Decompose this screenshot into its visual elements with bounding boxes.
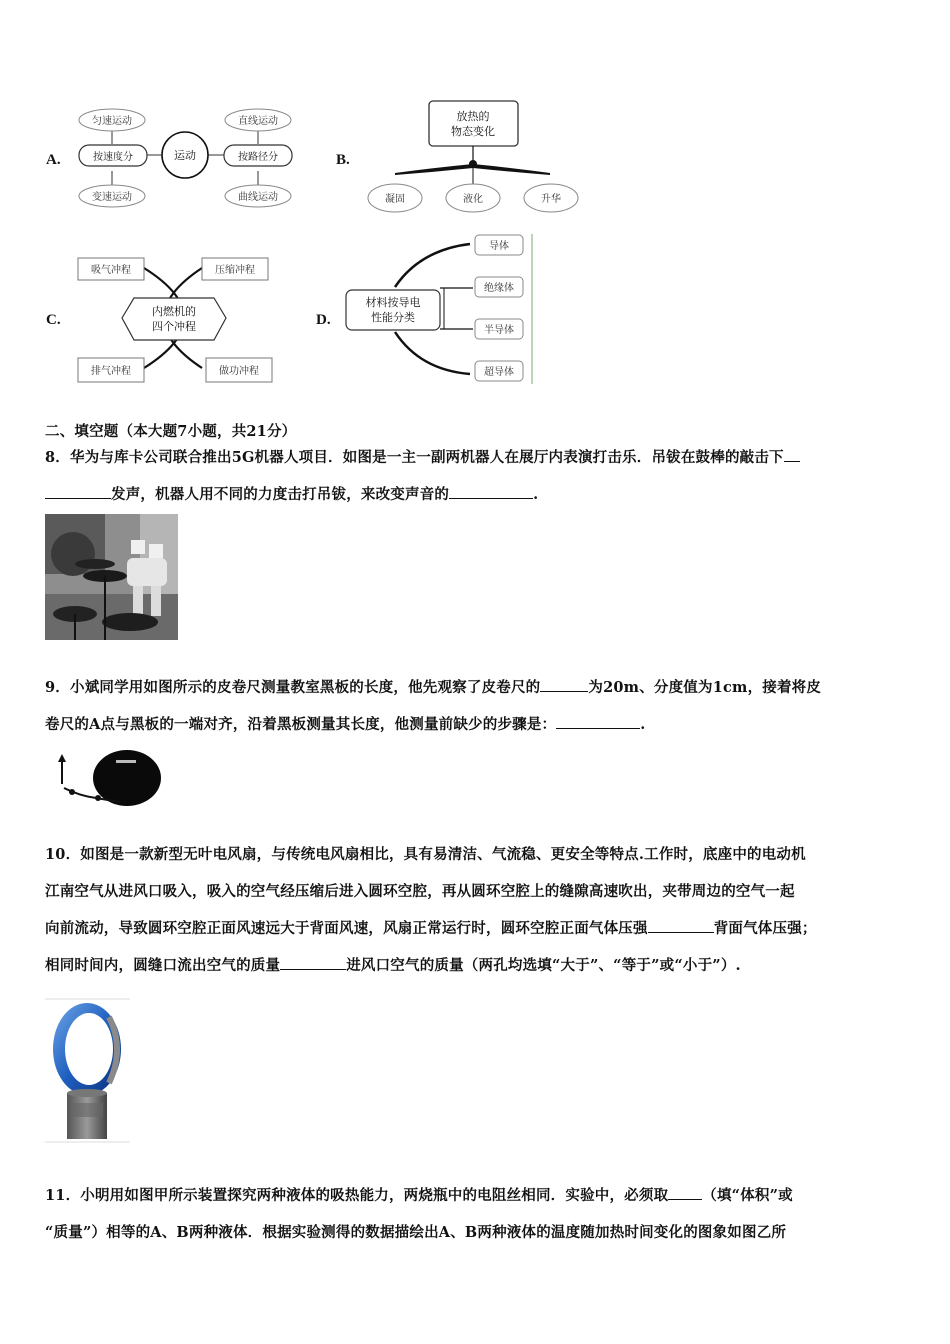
q8-blank-2[interactable]: [449, 484, 533, 499]
option-a-diagram: [72, 100, 302, 220]
q11-line-2: “质量”）相等的A、B两种液体．根据实验测得的数据描绘出A、B两种液体的温度随加热时间变化的图象如图乙所: [45, 1224, 787, 1241]
q9-text-2a: 卷尺的A点与黑板的一端对齐，沿着黑板测量其长度，他测量前缺少的步骤是：: [45, 716, 557, 733]
q9-text-1b: 为20m、分度值为1cm，接着将皮: [588, 679, 822, 696]
q8-text-2b: .: [533, 486, 539, 503]
option-c-diagram: [72, 248, 282, 388]
q10-blank-2[interactable]: [280, 955, 346, 970]
q10-text-4a: 相同时间内，圆缝口流出空气的质量: [45, 957, 281, 974]
q10-line-3: [45, 917, 817, 938]
text-a-left-bottom: 变速运动: [92, 192, 132, 203]
robot-drum-photo: [45, 514, 178, 640]
text-a-right-bottom: 曲线运动: [238, 192, 278, 203]
q8-line-2: [45, 483, 538, 504]
option-d-label: D.: [316, 312, 331, 328]
text-b-leaf-2: 液化: [463, 194, 483, 205]
option-a-label: A.: [46, 152, 61, 168]
q8-blank-1a[interactable]: [784, 447, 800, 462]
q9-line-1: [45, 676, 821, 697]
q8-text-1: 8．华为与库卡公司联合推出5G机器人项目．如图是一主一副两机器人在展厅内表演打击乐．吊钹在鼓棒的敲击下: [45, 449, 784, 466]
option-d-diagram: [340, 232, 540, 387]
option-b-diagram: [362, 96, 582, 218]
q8-line-1: [45, 446, 800, 467]
text-a-right-mid: 按路径分: [238, 152, 278, 163]
text-a-center: 运动: [174, 149, 196, 162]
text-d-leaf-4: 超导体: [484, 367, 514, 378]
text-b-leaf-1: 凝固: [385, 194, 405, 205]
tape-measure-image: [50, 748, 165, 810]
q8-text-2a: 发声，机器人用不同的力度击打吊钹，来改变声音的: [111, 486, 450, 503]
option-b-label: B.: [336, 152, 350, 168]
text-a-left-mid: 按速度分: [93, 152, 133, 163]
q11-blank-1[interactable]: [668, 1185, 702, 1200]
bladeless-fan-image: [45, 997, 130, 1145]
text-b-top-2: 物态变化: [451, 125, 495, 138]
option-c-label: C.: [46, 312, 61, 328]
q10-line-1: 10．如图是一款新型无叶电风扇，与传统电风扇相比，具有易清洁、气流稳、更安全等特点.工作时，底座中的电动机: [45, 846, 806, 863]
q9-blank-1[interactable]: [540, 677, 588, 692]
section-title: 二、填空题（本大题7小题，共21分）: [45, 423, 297, 440]
q10-text-3a: 向前流动，导致圆环空腔正面风速远大于背面风速，风扇正常运行时，圆环空腔正面气体压强: [45, 920, 648, 937]
text-c-bottom-right: 做功冲程: [219, 366, 259, 377]
text-c-bottom-left: 排气冲程: [91, 366, 131, 377]
q9-blank-2[interactable]: [556, 714, 640, 729]
q9-text-2b: .: [640, 716, 646, 733]
text-a-right-top: 直线运动: [238, 116, 278, 127]
text-d-leaf-3: 半导体: [484, 325, 514, 336]
text-d-leaf-1: 导体: [489, 241, 509, 252]
q11-line-1: [45, 1184, 793, 1205]
q9-text-1a: 9．小斌同学用如图所示的皮卷尺测量教室黑板的长度，他先观察了皮卷尺的: [45, 679, 541, 696]
q11-text-1b: （填“体积”或: [702, 1187, 793, 1204]
q10-text-3b: 背面气体压强；: [713, 920, 817, 937]
q8-blank-1b[interactable]: [45, 484, 111, 499]
text-c-top-left: 吸气冲程: [91, 265, 131, 276]
text-d-root-1: 材料按导电: [365, 296, 421, 309]
text-b-top-1: 放热的: [456, 110, 490, 123]
text-c-center-2: 四个冲程: [152, 320, 196, 333]
q9-line-2: [45, 713, 646, 734]
text-d-root-2: 性能分类: [371, 311, 415, 324]
text-a-left-top: 匀速运动: [92, 116, 132, 127]
text-d-leaf-2: 绝缘体: [484, 283, 514, 294]
text-c-center-1: 内燃机的: [152, 305, 196, 318]
q10-text-4b: 进风口空气的质量（两孔均选填“大于”、“等于”或“小于”）.: [346, 957, 741, 974]
q10-line-2: 江南空气从进风口吸入，吸入的空气经压缩后进入圆环空腔，再从圆环空腔上的缝隙高速吹出，夹带周边的空气一起: [45, 883, 795, 900]
text-b-leaf-3: 升华: [541, 194, 561, 205]
q10-line-4: [45, 954, 741, 975]
text-c-top-right: 压缩冲程: [215, 265, 255, 276]
q11-text-1a: 11．小明用如图甲所示装置探究两种液体的吸热能力，两烧瓶中的电阻丝相同．实验中，必须取: [45, 1187, 669, 1204]
q10-blank-1[interactable]: [648, 918, 714, 933]
